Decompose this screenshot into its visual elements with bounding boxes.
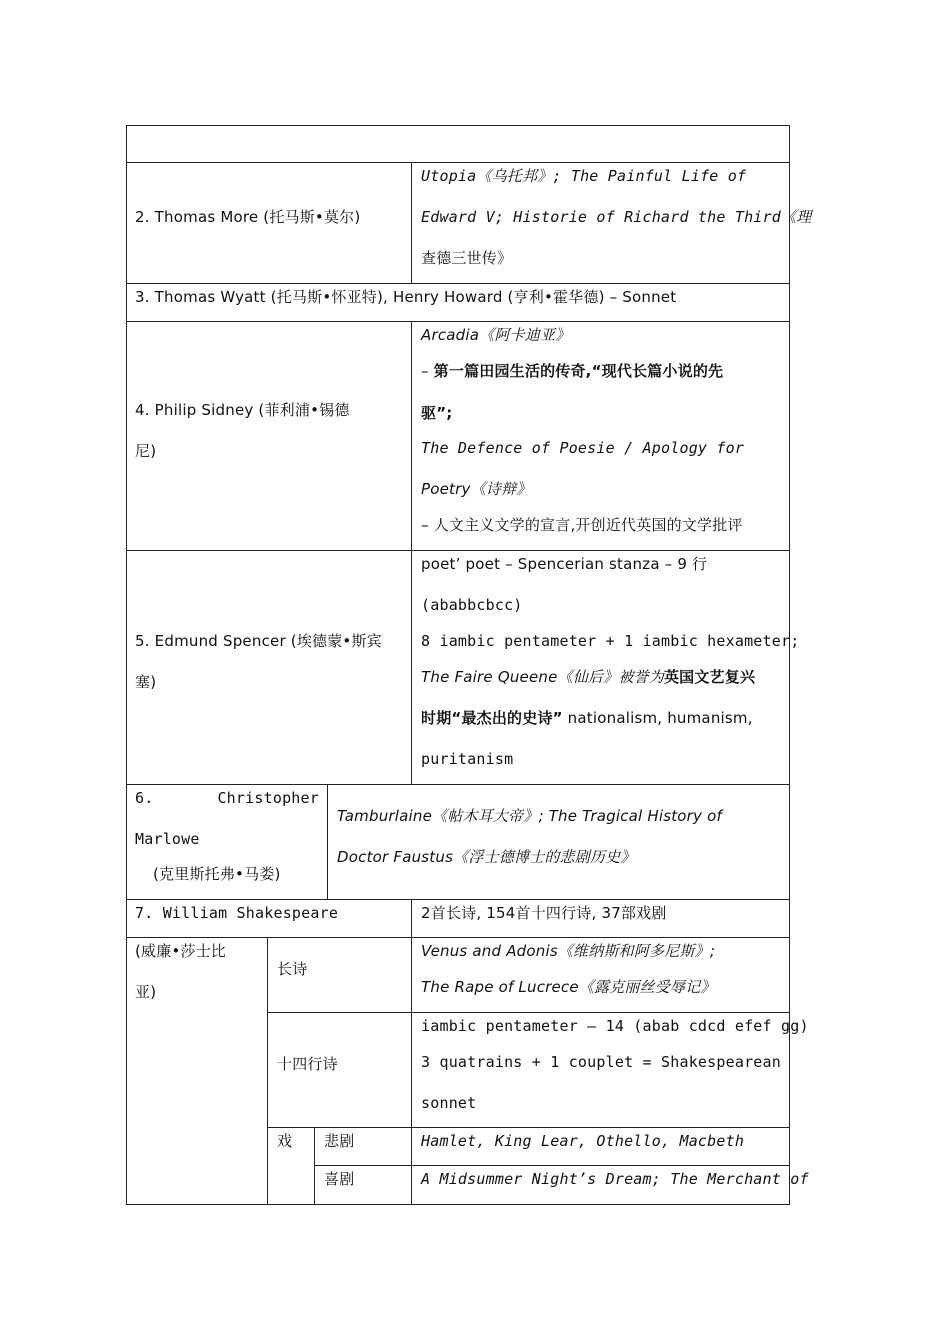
sidney-work-defence-cont: Poetry《诗辩》: [421, 480, 532, 498]
author-marlowe-line3: (克里斯托弗•马娄): [153, 865, 281, 883]
label-long-poems: 长诗: [277, 960, 308, 978]
author-edmund-spencer-line2: 塞): [135, 673, 157, 691]
spencer-epic-line: [421, 708, 753, 728]
long-poem-lucrece: The Rape of Lucrece《露克丽丝受辱记》: [421, 978, 716, 996]
shakespeare-summary: 2首长诗, 154首十四行诗, 37部戏剧: [421, 904, 667, 922]
marlowe-works-line2: Doctor Faustus《浮士德博士的悲剧历史》: [337, 848, 636, 866]
first-name: Christopher: [217, 789, 319, 807]
row-number: 6.: [135, 789, 154, 807]
author-philip-sidney-line2: 尼): [135, 442, 157, 460]
tragedy-works: Hamlet, King Lear, Othello, Macbeth: [421, 1132, 745, 1150]
label-drama: 戏: [277, 1132, 293, 1150]
marlowe-works-line1: Tamburlaine《帖木耳大帝》; The Tragical History of: [337, 807, 722, 825]
sonnets-line3: sonnet: [421, 1094, 477, 1112]
author-edmund-spencer-line1: 5. Edmund Spencer (埃德蒙•斯宾: [135, 632, 382, 650]
faerie-queene-bold: 英国文艺复兴: [663, 668, 756, 686]
shakespeare-chinese-name-line1: (威廉•莎士比: [135, 942, 227, 960]
faerie-queene-title: The Faire Queene《仙后》被誉为: [421, 668, 664, 686]
sonnets-line2: 3 quatrains + 1 couplet = Shakespearean: [421, 1053, 781, 1071]
thomas-more-works-line1: [421, 166, 781, 186]
author-marlowe-line1: [135, 788, 319, 808]
dash: –: [421, 362, 429, 380]
sidney-work-arcadia: Arcadia《阿卡迪亚》: [421, 326, 571, 344]
author-wyatt-howard: 3. Thomas Wyatt (托马斯•怀亚特), Henry Howard (亨利•霍华德) – Sonnet: [135, 288, 677, 306]
spencer-note-line1: poet’ poet – Spencerian stanza – 9 行: [421, 555, 708, 573]
author-shakespeare: 7. William Shakespeare: [135, 904, 339, 922]
thomas-more-works-line2: Edward V; Historie of Richard the Third《理: [421, 208, 812, 226]
sidney-arcadia-note-line1: [421, 361, 723, 381]
long-poem-venus: Venus and Adonis《维纳斯和阿多尼斯》;: [421, 942, 716, 960]
author-marlowe-line2: Marlowe: [135, 830, 200, 848]
arcadia-note-bold: 第一篇田园生活的传奇,“现代长篇小说的先: [433, 362, 724, 380]
comedy-works: A Midsummer Night’s Dream; The Merchant of: [421, 1170, 809, 1188]
epic-themes: nationalism, humanism,: [562, 709, 753, 727]
sidney-defence-note: – 人文主义文学的宣言,开创近代英国的文学批评: [421, 516, 743, 534]
author-philip-sidney-line1: 4. Philip Sidney (菲利浦•锡德: [135, 401, 350, 419]
label-tragedy: 悲剧: [324, 1132, 355, 1150]
works-text: Utopia《乌托邦》; The Painful Life of: [421, 167, 747, 185]
author-thomas-more: 2. Thomas More (托马斯•莫尔): [135, 208, 361, 226]
sonnets-line1: iambic pentameter – 14 (abab cdcd efef gg): [421, 1017, 809, 1035]
spencer-note-line3: 8 iambic pentameter + 1 iambic hexameter;: [421, 632, 800, 650]
sidney-arcadia-note-line2: 驱”;: [421, 404, 453, 422]
thomas-more-works-line3: 查德三世传》: [421, 249, 513, 267]
label-sonnets: 十四行诗: [277, 1055, 338, 1073]
epic-note-bold: 时期“最杰出的史诗”: [421, 709, 563, 727]
shakespeare-chinese-name-line2: 亚): [135, 983, 157, 1001]
spencer-faerie-queene-line: [421, 667, 755, 687]
label-comedy: 喜剧: [324, 1170, 355, 1188]
spencer-note-line2: (ababbcbcc): [421, 596, 523, 614]
spencer-note-last: puritanism: [421, 750, 514, 768]
sidney-work-defence: The Defence of Poesie / Apology for: [421, 439, 745, 457]
